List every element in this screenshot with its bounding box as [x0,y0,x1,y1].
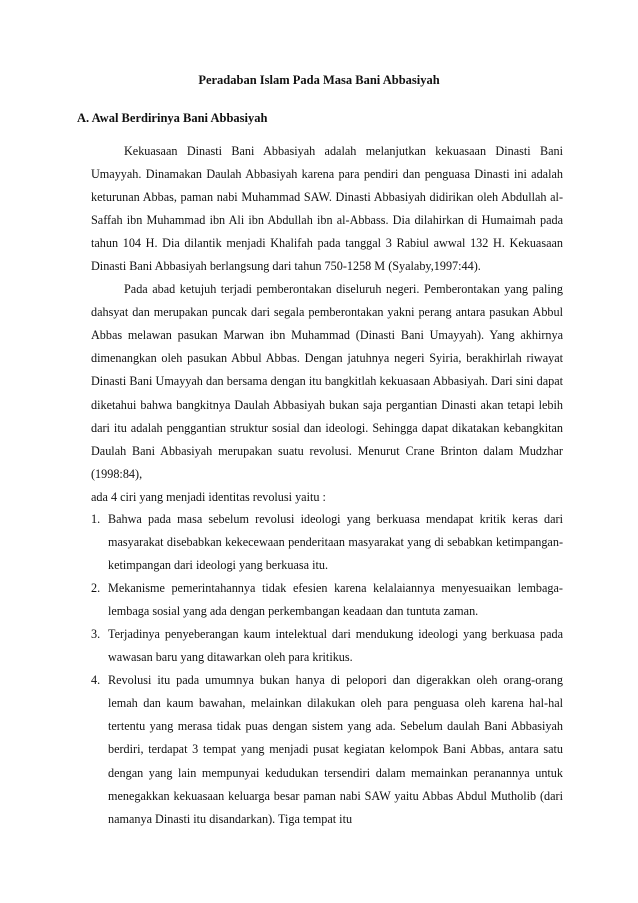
list-item-text: Bahwa pada masa sebelum revolusi ideologi yang berkuasa mendapat kritik keras dari masyarakat disebabkan kekecewaan penderitaan masyarakat yang di sebabkan ketimpangan-ketimpangan dari ideologi yang berkuasa itu. [108,512,563,573]
list-item [91,669,563,830]
list-item [91,508,563,577]
paragraph-1: Kekuasaan Dinasti Bani Abbasiyah adalah melanjutkan kekuasaan Dinasti Bani Umayyah. Dinamakan Daulah Abbasiyah karena para pendiri dan penguasa Dinasti ini adalah keturunan Abbas, paman nabi Muhammad SAW. Dinasti Abbasiyah didirikan oleh Abdullah al-Saffah ibn Muhammad ibn Ali ibn Abdullah ibn al-Abbass. Dia dilahirkan di Humaimah pada tahun 104 H. Dia dilantik menjadi Khalifah pada tanggal 3 Rabiul awwal 132 H. Kekuasaan Dinasti Bani Abbasiyah berlangsung dari tahun 750-1258 M (Syalaby,1997:44). [91,144,563,274]
paragraph-2: Pada abad ketujuh terjadi pemberontakan diseluruh negeri. Pemberontakan yang paling dahsyat dan merupakan puncak dari segala pemberontakan yakni perang antara pasukan Abbul Abbas melawan pasukan Marwan ibn Muhammad (Dinasti Bani Umayyah). Yang akhirnya dimenangkan oleh pasukan Abbul Abbas. Dengan jatuhnya negeri Syiria, berakhirlah riwayat Dinasti Bani Umayyah dan bersama dengan itu bangkitlah kekuasaan Abbasiyah. Dari sini dapat diketahui bahwa bangkitnya Daulah Abbasiyah bukan saja pergantian Dinasti akan tetapi lebih dari itu adalah penggantian struktur sosial dan ideologi. Sehingga dapat dikatakan kebangkitan Daulah Bani Abbasiyah merupakan suatu revolusi. Menurut Crane Brinton dalam Mudzhar (1998:84), [91,282,563,481]
list-item-text: Mekanisme pemerintahannya tidak efesien karena kelalaiannya menyesuaikan lembaga-lembaga sosial yang ada dengan perkembangan keadaan dan tuntuta zaman. [108,581,563,619]
list-item-number: 1. [91,512,101,526]
section-heading: A. Awal Berdirinya Bani Abbasiyah [77,111,268,125]
section-body [91,140,563,509]
list-item-number: 2. [91,581,101,596]
list-item [91,577,563,623]
list-item-text: Terjadinya penyeberangan kaum intelektual dari mendukung ideologi yang berkuasa pada wawasan baru yang ditawarkan oleh para kritikus. [108,627,563,665]
revolution-criteria-list [91,508,563,831]
list-item-number: 4. [91,673,101,688]
paragraph-3: ada 4 ciri yang menjadi identitas revolusi yaitu : [91,489,326,504]
list-item-text: Revolusi itu pada umumnya bukan hanya di pelopori dan digerakkan oleh orang-orang lemah dan kaum bawahan, melainkan dilakukan oleh para penguasa oleh karena hal-hal tertentu yang merasa tidak puas dengan sistem yang ada. Sebelum daulah Bani Abbasiyah berdiri, terdapat 3 tempat yang menjadi pusat kegiatan kelompok Bani Abbas, antara satu dengan yang lain mempunyai kedudukan tersendiri dalam memainkan peranannya untuk menegakkan kekuasaan keluarga besar paman nabi SAW yaitu Abbas Abdul Mutholib (dari namanya Dinasti itu disandarkan). Tiga tempat itu [108,673,563,826]
list-item [91,623,563,669]
list-item-number: 3. [91,627,101,642]
document-title: Peradaban Islam Pada Masa Bani Abbasiyah [198,73,440,87]
